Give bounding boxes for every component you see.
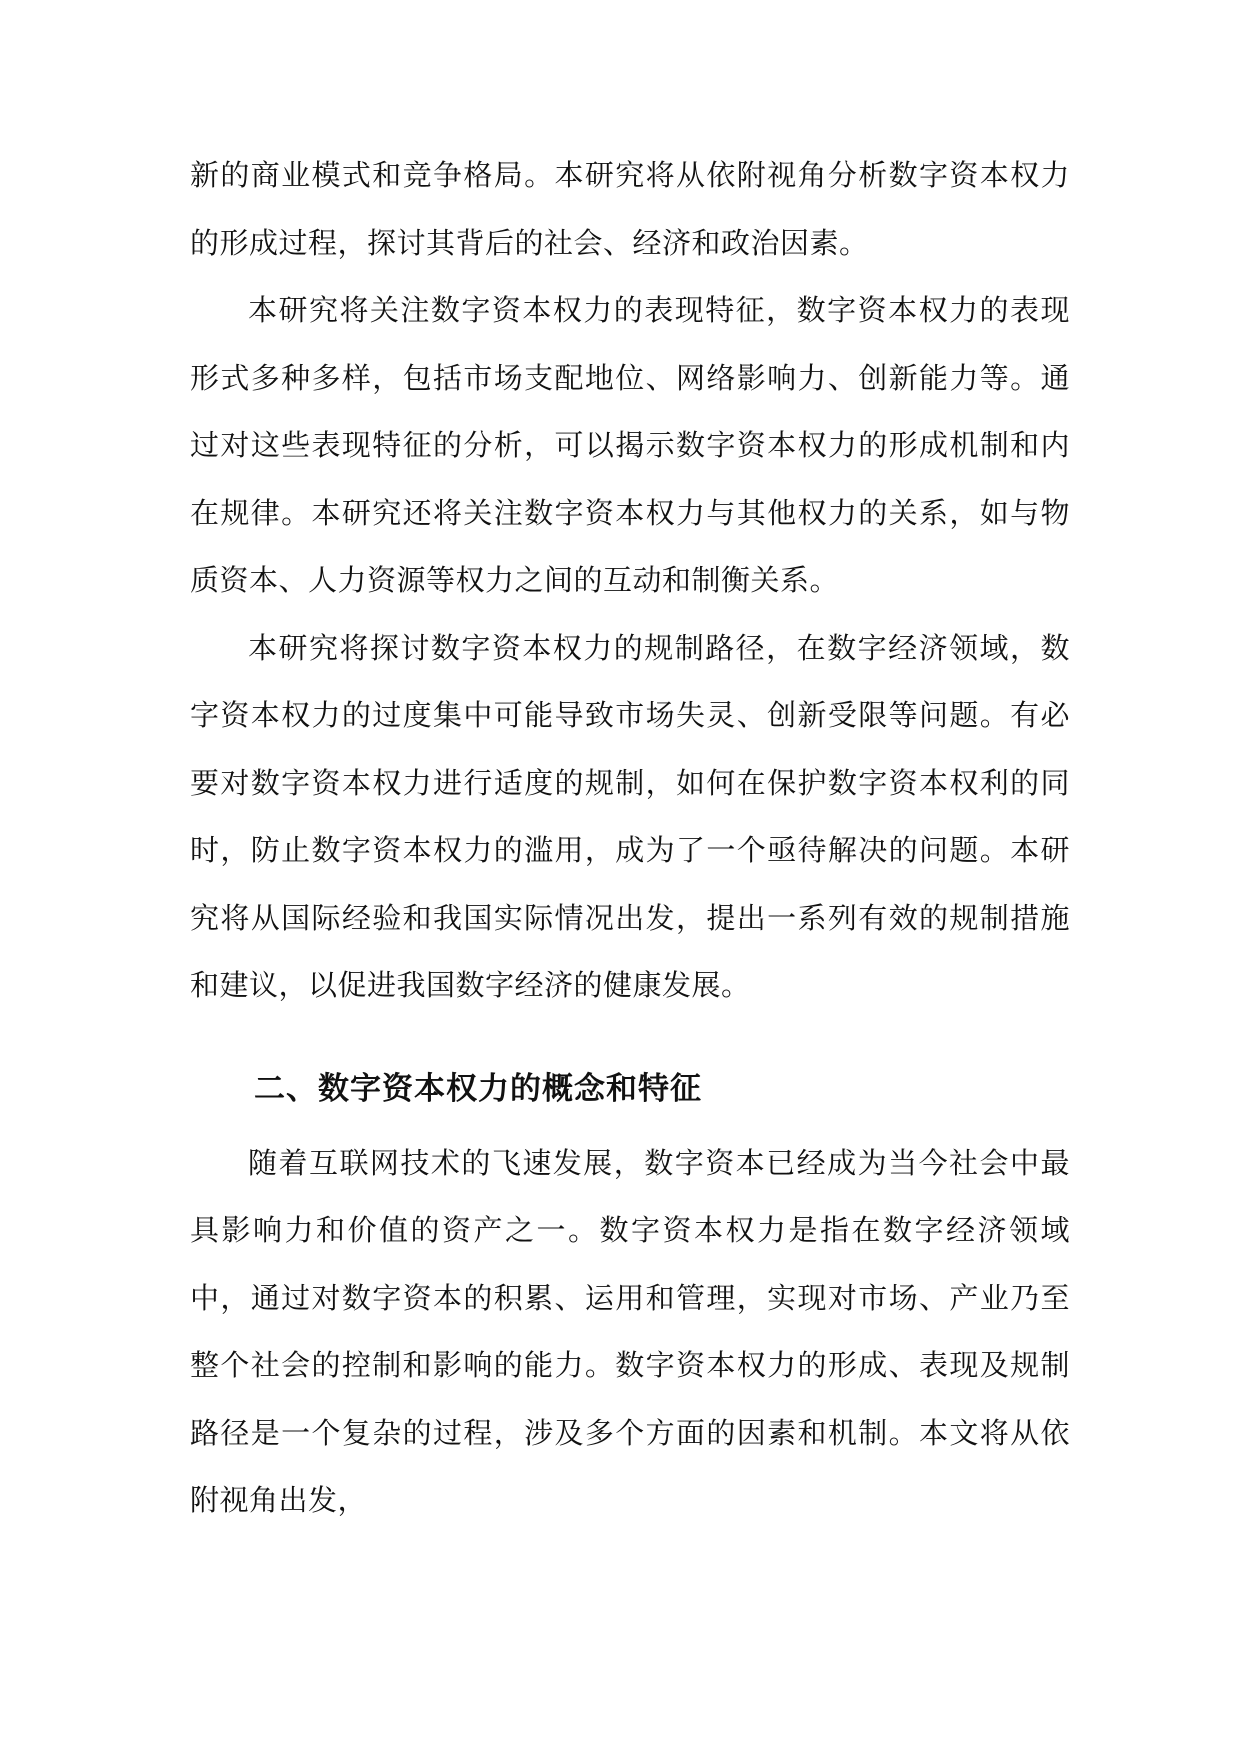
paragraph-continuation: 新的商业模式和竞争格局。本研究将从依附视角分析数字资本权力的形成过程，探讨其背后的社会、经济和政治因素。 (190, 158, 1070, 260)
section-heading: 二、数字资本权力的概念和特征 (254, 1070, 702, 1107)
document-body (190, 142, 1070, 1535)
paragraph-concept: 随着互联网技术的飞速发展，数字资本已经成为当今社会中最具影响力和价值的资产之一。数字资本权力是指在数字经济领域中，通过对数字资本的积累、运用和管理，实现对市场、产业乃至整个社会的控制和影响的能力。数字资本权力的形成、表现及规制路径是一个复杂的过程，涉及多个方面的因素和机制。本文将从依附视角出发， (190, 1145, 1070, 1517)
paragraph-manifestation: 本研究将关注数字资本权力的表现特征，数字资本权力的表现形式多种多样，包括市场支配地位、网络影响力、创新能力等。通过对这些表现特征的分析，可以揭示数字资本权力的形成机制和内在规律。本研究还将关注数字资本权力与其他权力的关系，如与物质资本、人力资源等权力之间的互动和制衡关系。 (190, 293, 1070, 597)
paragraph-regulation: 本研究将探讨数字资本权力的规制路径，在数字经济领域，数字资本权力的过度集中可能导致市场失灵、创新受限等问题。有必要对数字资本权力进行适度的规制，如何在保护数字资本权利的同时，防止数字资本权力的滥用，成为了一个亟待解决的问题。本研究将从国际经验和我国实际情况出发，提出一系列有效的规制措施和建议，以促进我国数字经济的健康发展。 (190, 630, 1070, 1002)
